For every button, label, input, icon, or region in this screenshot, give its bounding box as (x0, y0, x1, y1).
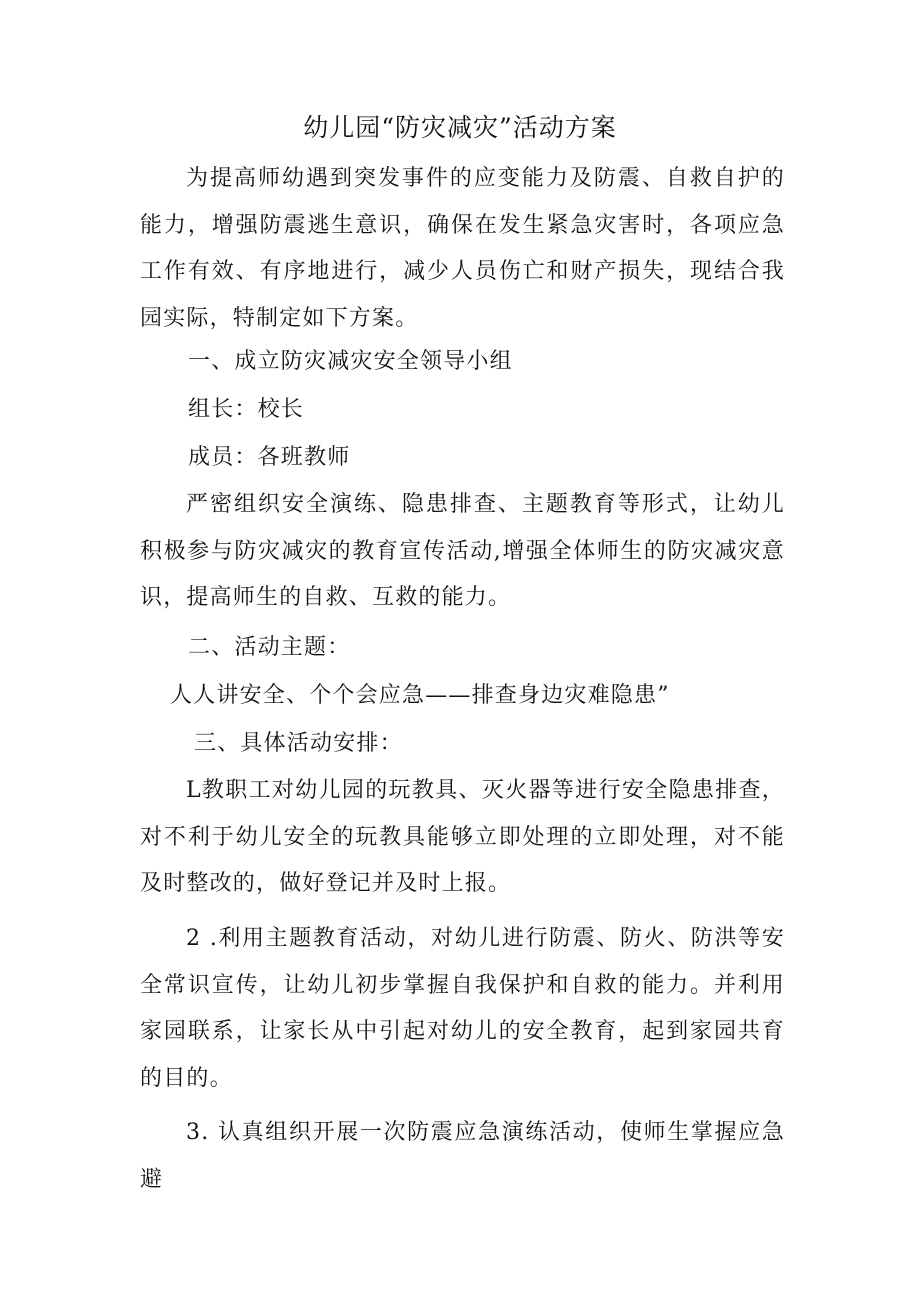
members-line: 成员：各班教师 (188, 445, 351, 470)
intro-paragraph: 为提高师幼遇到突发事件的应变能力及防震、自救自护的能力，增强防震逃生意识，确保在发生紧急灾害时，各项应急工作有效、有序地进行，减少人员伤亡和财产损失，现结合我园实际，特制定如下方案。 (140, 166, 785, 331)
section1-body-paragraph: 严密组织安全演练、隐患排查、主题教育等形式，让幼儿积极参与防灾减灾的教育宣传活动,增强全体师生的防灾减灾意识，提高师生的自救、互救的能力。 (140, 492, 785, 610)
section3-heading: 三、具体活动安排： (194, 731, 403, 756)
section2-heading: 二、活动主题： (188, 635, 351, 660)
item2-paragraph: 2 .利用主题教育活动，对幼儿进行防震、防火、防洪等安全常识宣传，让幼儿初步掌握自我保护和自救的能力。并利用家园联系，让家长从中引起对幼儿的安全教育，起到家园共育的目的。 (140, 926, 785, 1091)
item3-paragraph: 3. 认真组织开展一次防震应急演练活动，使师生掌握应急避 (140, 1120, 785, 1192)
section1-heading: 一、成立防灾减灾安全领导小组 (188, 349, 513, 374)
leader-line: 组长：校长 (188, 397, 305, 422)
document-title: 幼儿园“防灾减灾”活动方案 (303, 113, 617, 142)
theme-line: 人人讲安全、个个会应急——排查身边灾难隐患” (170, 683, 670, 708)
item1-paragraph: L教职工对幼儿园的玩教具、灭火器等进行安全隐患排查，对不利于幼儿安全的玩教具能够立即处理的立即处理，对不能及时整改的，做好登记并及时上报。 (140, 778, 785, 896)
